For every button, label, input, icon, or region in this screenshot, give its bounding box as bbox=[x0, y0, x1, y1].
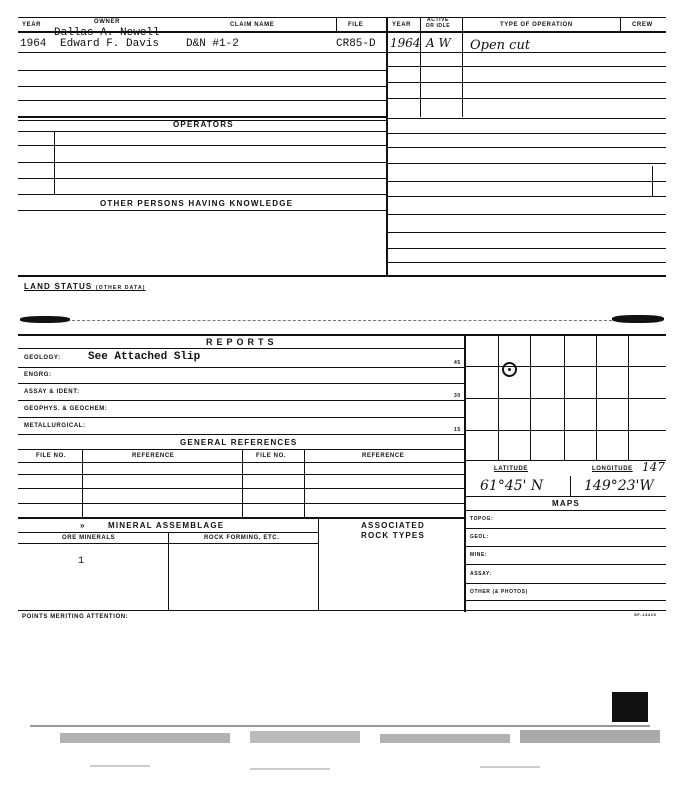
divider bbox=[318, 517, 319, 610]
row-line bbox=[386, 52, 666, 53]
year2-label: YEAR bbox=[392, 22, 412, 28]
scan-mark bbox=[20, 316, 70, 323]
mineral-assemblage-heading: MINERAL ASSEMBLAGE bbox=[108, 521, 225, 530]
mineral-mark: » bbox=[80, 521, 86, 530]
scan-noise bbox=[60, 733, 230, 743]
op-type-value: Open cut bbox=[470, 38, 531, 53]
row-line bbox=[18, 131, 386, 132]
row-line bbox=[18, 116, 386, 118]
file-no-label: FILE NO. bbox=[256, 453, 287, 459]
engrg-label: ENGRG: bbox=[24, 372, 52, 378]
op-active-value: A W bbox=[426, 36, 451, 50]
margin-45: 45 bbox=[454, 360, 461, 366]
scan-noise bbox=[30, 725, 650, 727]
owner-2-value: Edward F. Davis bbox=[60, 38, 160, 50]
row-line bbox=[18, 348, 464, 349]
row-line bbox=[386, 98, 666, 99]
divider bbox=[462, 17, 463, 117]
type-of-operation-label: TYPE OF OPERATION bbox=[500, 22, 573, 28]
owner-label: OWNER bbox=[94, 19, 120, 25]
row-line bbox=[18, 194, 386, 195]
ore-minerals-label: ORE MINERALS bbox=[62, 535, 116, 541]
row-line bbox=[386, 66, 666, 67]
topog-label: TOPOG: bbox=[470, 516, 494, 522]
mineral-mark-value: 1 bbox=[78, 556, 85, 567]
crew-label: CREW bbox=[632, 22, 653, 28]
divider bbox=[304, 449, 305, 517]
geology-value: See Attached Slip bbox=[88, 351, 201, 363]
land-status-heading: LAND STATUS (OTHER DATA) bbox=[24, 282, 146, 291]
maps-heading: MAPS bbox=[552, 499, 580, 508]
geophys-label: GEOPHYS. & GEOCHEM: bbox=[24, 406, 108, 412]
active-idle-label: ACTIVE OR IDLE bbox=[425, 17, 451, 29]
other-persons-heading: OTHER PERSONS HAVING KNOWLEDGE bbox=[100, 199, 294, 208]
grid-line bbox=[464, 366, 666, 367]
margin-15: 15 bbox=[454, 427, 461, 433]
divider bbox=[620, 17, 621, 31]
claim-name-label: CLAIM NAME bbox=[230, 22, 275, 28]
section-line bbox=[18, 275, 666, 277]
points-meriting-label: POINTS MERITING ATTENTION: bbox=[22, 614, 129, 620]
row-line bbox=[18, 100, 386, 101]
row-line bbox=[386, 163, 666, 164]
row-line bbox=[18, 434, 464, 435]
geology-label: GEOLOGY: bbox=[24, 355, 61, 361]
latitude-value: 61°45' N bbox=[480, 478, 544, 494]
op-year-value: 1964 bbox=[390, 36, 421, 50]
year-label: YEAR bbox=[22, 22, 42, 28]
row-line bbox=[18, 449, 464, 450]
row-line bbox=[386, 196, 666, 197]
row-line bbox=[18, 503, 464, 504]
row-line bbox=[386, 214, 666, 215]
grid-line bbox=[498, 334, 499, 460]
row-line bbox=[464, 528, 666, 529]
scan-noise bbox=[380, 734, 510, 743]
row-line bbox=[386, 262, 666, 263]
row-line bbox=[386, 118, 666, 119]
latitude-label: LATITUDE bbox=[494, 466, 529, 472]
row-line bbox=[18, 488, 464, 489]
row-line bbox=[386, 82, 666, 83]
row-line bbox=[18, 367, 464, 368]
divider bbox=[242, 449, 243, 517]
row-line bbox=[386, 181, 666, 182]
bottom-line bbox=[18, 610, 666, 611]
row-line bbox=[18, 474, 464, 475]
mine-label: MINE: bbox=[470, 552, 488, 558]
row-line bbox=[18, 178, 386, 179]
row-line bbox=[18, 52, 386, 53]
grid-line bbox=[464, 430, 666, 431]
row-line bbox=[386, 133, 666, 134]
row-line bbox=[18, 517, 464, 519]
divider bbox=[336, 17, 337, 31]
reports-right-divider bbox=[464, 334, 466, 612]
location-marker-dot-icon bbox=[508, 368, 511, 371]
scan-mark bbox=[612, 315, 664, 323]
row-line bbox=[18, 145, 386, 146]
geol-label: GEOL: bbox=[470, 534, 489, 540]
reference-label: REFERENCE bbox=[132, 453, 175, 459]
row-line bbox=[464, 564, 666, 565]
other-photos-label: OTHER (& PHOTOS) bbox=[470, 589, 528, 595]
reference-label: REFERENCE bbox=[362, 453, 405, 459]
operators-heading: OPERATORS bbox=[173, 120, 234, 129]
longitude-extra: 147 bbox=[642, 460, 665, 474]
file-no-label: FILE NO. bbox=[36, 453, 67, 459]
grid-line bbox=[628, 334, 629, 460]
form-number: SF-14415 bbox=[634, 612, 657, 617]
row-line bbox=[18, 400, 464, 401]
longitude-value: 149°23'W bbox=[584, 478, 654, 494]
scan-noise bbox=[90, 765, 150, 767]
scan-noise bbox=[480, 766, 540, 768]
divider bbox=[570, 476, 571, 496]
scan-noise bbox=[250, 731, 360, 743]
file-label: FILE bbox=[348, 22, 364, 28]
divider bbox=[82, 449, 83, 517]
grid-line bbox=[464, 460, 666, 461]
divider bbox=[652, 166, 653, 196]
row-line bbox=[386, 248, 666, 249]
header-top-line bbox=[18, 17, 666, 18]
longitude-label: LONGITUDE bbox=[592, 466, 633, 472]
scan-noise bbox=[250, 768, 330, 770]
margin-30: 30 bbox=[454, 393, 461, 399]
assay-map-label: ASSAY: bbox=[470, 571, 492, 577]
row-line bbox=[464, 546, 666, 547]
row-line bbox=[386, 147, 666, 148]
row-line bbox=[18, 383, 464, 384]
owner-1-value: Dallas A. Newell bbox=[54, 27, 160, 39]
scan-mark bbox=[612, 692, 648, 722]
row-line bbox=[464, 583, 666, 584]
rock-forming-label: ROCK FORMING, ETC. bbox=[204, 535, 280, 541]
reports-heading: REPORTS bbox=[206, 337, 278, 347]
row-line bbox=[18, 162, 386, 163]
row-line bbox=[18, 417, 464, 418]
assay-label: ASSAY & IDENT: bbox=[24, 389, 80, 395]
grid-line bbox=[464, 398, 666, 399]
divider bbox=[420, 17, 421, 117]
row-line bbox=[18, 70, 386, 71]
grid-line bbox=[596, 334, 597, 460]
metallurgical-label: METALLURGICAL: bbox=[24, 423, 86, 429]
section-line bbox=[18, 334, 666, 336]
row-line bbox=[464, 510, 666, 511]
row-line bbox=[18, 462, 464, 463]
claim-name-value: D&N #1-2 bbox=[186, 38, 239, 50]
row-line bbox=[386, 232, 666, 233]
row-line bbox=[464, 600, 666, 601]
divider bbox=[54, 131, 55, 194]
year-value: 1964 bbox=[20, 38, 47, 50]
grid-line bbox=[530, 334, 531, 460]
divider bbox=[168, 532, 169, 610]
grid-line bbox=[564, 334, 565, 460]
row-line bbox=[18, 86, 386, 87]
general-references-heading: GENERAL REFERENCES bbox=[180, 438, 298, 447]
center-divider bbox=[386, 17, 388, 275]
row-line bbox=[464, 496, 666, 497]
row-line bbox=[72, 320, 612, 321]
file-value: CR85-D bbox=[336, 38, 376, 50]
associated-rock-types-heading: ASSOCIATED ROCK TYPES bbox=[360, 521, 425, 540]
scan-noise bbox=[520, 730, 660, 743]
row-line bbox=[18, 210, 386, 211]
